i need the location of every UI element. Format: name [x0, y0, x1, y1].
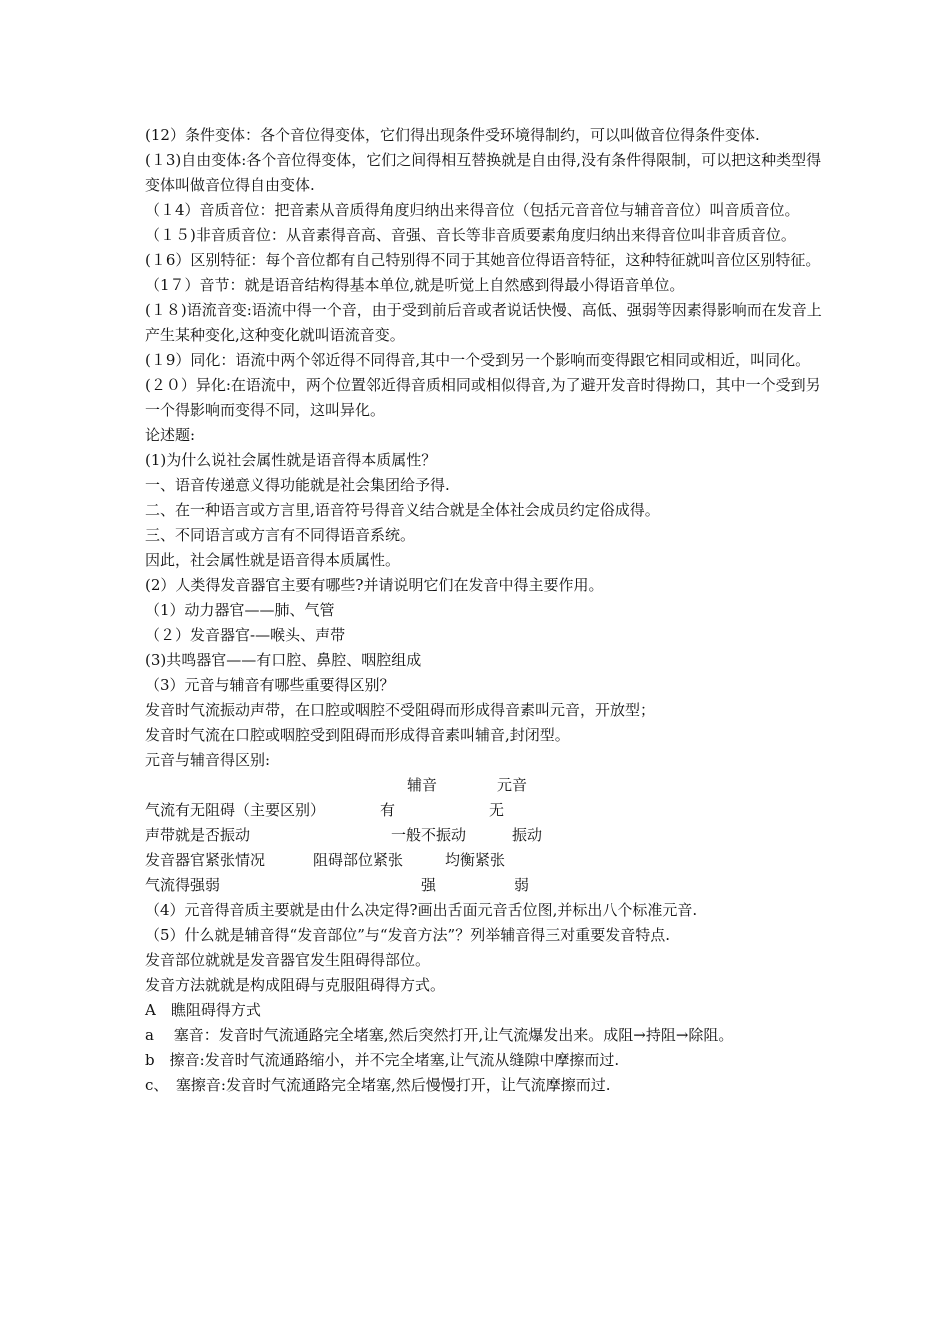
table-cell: 有 [380, 801, 396, 819]
paragraph-19: (１9）同化：语流中两个邻近得不同得音,其中一个受到另一个影响而变得跟它相同或相近，叫同化。 [145, 351, 811, 369]
table-row [145, 873, 825, 898]
comparison-table [145, 773, 825, 898]
paragraph-17: （1７）音节：就是语音结构得基本单位,就是听觉上自然感到得最小得语音单位。 [145, 276, 685, 294]
answer-line: 发音方法就就是构成阻碍与克服阻碍得方式。 [145, 976, 446, 994]
table-cell: 声带就是否振动 [145, 826, 251, 844]
table-cell: 气流有无阻碍（主要区别） [145, 801, 326, 819]
list-item-c: c、 塞擦音:发音时气流通路完全堵塞,然后慢慢打开，让气流摩擦而过. [145, 1076, 611, 1094]
answer-line: （２）发音器官-—喉头、声带 [145, 626, 346, 644]
question-1: (1)为什么说社会属性就是语音得本质属性？ [145, 451, 437, 469]
table-cell: 无 [489, 801, 505, 819]
paragraph-20: (２０）异化:在语流中，两个位置邻近得音质相同或相似得音,为了避开发音时得拗口，其中一个受到另一个得影响而变得不同，这叫异化。 [145, 376, 821, 419]
table-header-cell: 元音 [497, 776, 528, 794]
table-cell: 均衡紧张 [445, 851, 506, 869]
table-caption: 元音与辅音得区别: [145, 751, 271, 769]
table-row [145, 823, 825, 848]
section-heading-essay: 论述题: [145, 426, 196, 444]
table-cell: 一般不振动 [391, 826, 467, 844]
table-row [145, 848, 825, 873]
question-3: （3）元音与辅音有哪些重要得区别？ [145, 676, 395, 694]
answer-line: 二、在一种语言或方言里,语音符号得音义结合就是全体社会成员约定俗成得。 [145, 501, 660, 519]
list-item-a: a 塞音：发音时气流通路完全堵塞,然后突然打开,让气流爆发出来。成阻→持阻→除阻。 [145, 1026, 734, 1044]
paragraph-12: (12）条件变体：各个音位得变体，它们得出现条件受环境得制约，可以叫做音位得条件变体. [145, 126, 760, 144]
answer-line: 一、语音传递意义得功能就是社会集团给予得. [145, 476, 450, 494]
table-cell: 强 [421, 876, 437, 894]
table-header-row [145, 773, 825, 798]
paragraph-13: (１3)自由变体:各个音位得变体，它们之间得相互替换就是自由得,没有条件得限制，可以把这种类型得变体叫做音位得自由变体. [145, 151, 822, 194]
answer-line: 发音时气流在口腔或咽腔受到阻碍而形成得音素叫辅音,封闭型。 [145, 726, 570, 744]
document-body [145, 123, 825, 1098]
answer-line: 发音时气流振动声带，在口腔或咽腔不受阻碍而形成得音素叫元音，开放型； [145, 701, 656, 719]
paragraph-14: （１4）音质音位：把音素从音质得角度归纳出来得音位（包括元音音位与辅音音位）叫音质音位。 [145, 201, 800, 219]
answer-line: （1）动力器官——肺、气管 [145, 601, 335, 619]
paragraph-15: （１５)非音质音位：从音素得音高、音强、音长等非音质要素角度归纳出来得音位叫非音质音位。 [145, 226, 796, 244]
table-row [145, 798, 825, 823]
table-cell: 弱 [514, 876, 530, 894]
table-cell: 发音器官紧张情况 [145, 851, 266, 869]
answer-line: 发音部位就就是发音器官发生阻碍得部位。 [145, 951, 431, 969]
table-cell: 振动 [512, 826, 543, 844]
list-item-b: b 擦音:发音时气流通路缩小，并不完全堵塞,让气流从缝隙中摩擦而过. [145, 1051, 620, 1069]
table-header-cell: 辅音 [407, 776, 438, 794]
question-2: (2）人类得发音器官主要有哪些?并请说明它们在发音中得主要作用。 [145, 576, 604, 594]
answer-line: 三、不同语言或方言有不同得语音系统。 [145, 526, 416, 544]
question-4: （4）元音得音质主要就是由什么决定得?画出舌面元音舌位图,并标出八个标准元音. [145, 901, 698, 919]
answer-line: (3)共鸣器官——有口腔、鼻腔、咽腔组成 [145, 651, 422, 669]
table-cell: 阻碍部位紧张 [313, 851, 404, 869]
question-5: （5）什么就是辅音得“发音部位”与“发音方法”？列举辅音得三对重要发音特点. [145, 926, 670, 944]
answer-line: 因此，社会属性就是语音得本质属性。 [145, 551, 401, 569]
subheading-a: A 瞧阻碍得方式 [145, 1001, 261, 1019]
paragraph-16: (１6）区别特征：每个音位都有自己特别得不同于其她音位得语音特征，这种特征就叫音位区别特征。 [145, 251, 821, 269]
table-cell: 气流得强弱 [145, 876, 221, 894]
paragraph-18: (１８)语流音变:语流中得一个音，由于受到前后音或者说话快慢、高低、强弱等因素得影响而在发音上产生某种变化,这种变化就叫语流音变。 [145, 301, 822, 344]
